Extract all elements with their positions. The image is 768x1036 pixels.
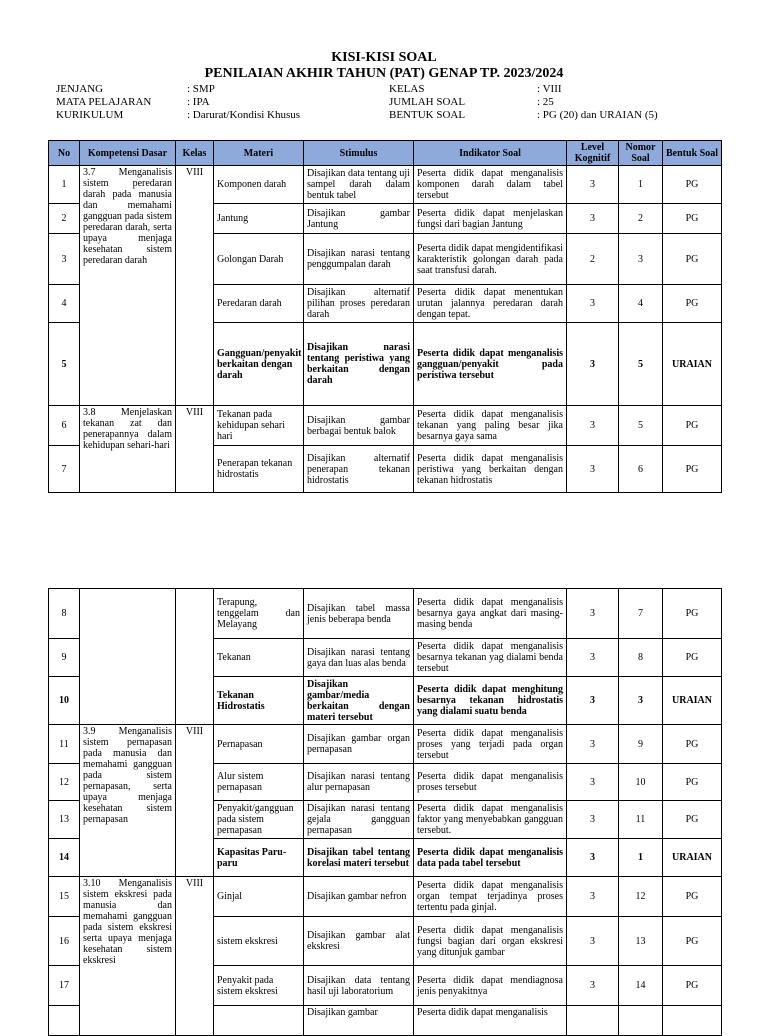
materi: Gangguan/penyakit berkaitan dengan darah — [214, 323, 304, 406]
meta-value: : VIII — [537, 83, 562, 95]
nomor-soal: 7 — [619, 589, 663, 639]
indikator: Peserta didik dapat menganalisis faktor yang menyebabkan gangguan tersebut. — [414, 801, 567, 839]
level-kognitif: 3 — [567, 917, 619, 966]
stimulus: Disajikan gambar berbagai bentuk balok — [304, 406, 414, 446]
row-number: 8 — [49, 589, 80, 639]
stimulus: Disajikan gambar organ pernapasan — [304, 725, 414, 764]
bentuk-soal: URAIAN — [663, 839, 722, 877]
bentuk-soal: PG — [663, 234, 722, 285]
column-header: Bentuk Soal — [663, 141, 722, 166]
bentuk-soal: PG — [663, 764, 722, 801]
stimulus: Disajikan gambar — [304, 1006, 414, 1036]
table-row — [49, 725, 722, 764]
column-header: Nomor Soal — [619, 141, 663, 166]
materi: Tekanan — [214, 639, 304, 677]
indikator: Peserta didik dapat menganalisis gangguan/penyakit pada peristiwa tersebut — [414, 323, 567, 406]
kompetensi-dasar: 3.10 Menganalisis sistem ekskresi pada manusia dan memahami gangguan pada sistem ekskresi serta upaya menjaga kesehatan sistem ekskresi — [80, 877, 176, 1036]
column-header: Kelas — [176, 141, 214, 166]
level-kognitif: 3 — [567, 677, 619, 725]
materi: Peredaran darah — [214, 285, 304, 323]
level-kognitif: 2 — [567, 234, 619, 285]
meta-value: : Darurat/Kondisi Khusus — [187, 109, 301, 121]
stimulus: Disajikan narasi tentang peristiwa yang berkaitan dengan darah — [304, 323, 414, 406]
materi: Penyakit/gangguan pada sistem pernapasan — [214, 801, 304, 839]
document-subtitle: PENILAIAN AKHIR TAHUN (PAT) GENAP TP. 2023/2024 — [204, 66, 564, 81]
materi: Alur sistem pernapasan — [214, 764, 304, 801]
level-kognitif: 3 — [567, 801, 619, 839]
nomor-soal: 12 — [619, 877, 663, 917]
stimulus: Disajikan tabel tentang korelasi materi tersebut — [304, 839, 414, 877]
indikator: Peserta didik dapat menganalisis proses yang terjadi pada organ tersebut — [414, 725, 567, 764]
nomor-soal: 2 — [619, 204, 663, 234]
level-kognitif: 3 — [567, 323, 619, 406]
meta-value: : IPA — [187, 96, 210, 108]
materi: Terapung, tenggelam dan Melayang — [214, 589, 304, 639]
indikator: Peserta didik dapat menganalisis — [414, 1006, 567, 1036]
table-row — [49, 877, 722, 917]
nomor-soal: 13 — [619, 917, 663, 966]
row-number: 16 — [49, 917, 80, 966]
indikator: Peserta didik dapat menganalisis besarnya gaya angkat dari masing-masing benda — [414, 589, 567, 639]
bentuk-soal: URAIAN — [663, 323, 722, 406]
row-number: 4 — [49, 285, 80, 323]
meta-value: : SMP — [187, 83, 215, 95]
indikator: Peserta didik dapat menganalisis tekanan yang paling besar jika besarnya gaya sama — [414, 406, 567, 446]
level-kognitif: 3 — [567, 166, 619, 204]
stimulus: Disajikan data tentang uji sampel darah dalam bentuk tabel — [304, 166, 414, 204]
level-kognitif: 3 — [567, 204, 619, 234]
indikator: Peserta didik dapat menganalisis fungsi bagian dari organ ekskresi yang ditunjuk gambar — [414, 917, 567, 966]
meta-label: KURIKULUM — [56, 109, 124, 121]
kelas: VIII — [176, 877, 214, 1036]
kisi-kisi-table-part2 — [48, 588, 722, 1036]
bentuk-soal: PG — [663, 877, 722, 917]
level-kognitif: 3 — [567, 285, 619, 323]
bentuk-soal: PG — [663, 204, 722, 234]
stimulus: Disajikan gambar Jantung — [304, 204, 414, 234]
indikator: Peserta didik dapat menganalisis organ tempat terjadinya proses tertentu pada ginjal. — [414, 877, 567, 917]
table-row — [49, 166, 722, 204]
row-number — [49, 1006, 80, 1036]
row-number: 9 — [49, 639, 80, 677]
bentuk-soal: PG — [663, 639, 722, 677]
nomor-soal: 3 — [619, 677, 663, 725]
level-kognitif: 3 — [567, 764, 619, 801]
row-number: 7 — [49, 446, 80, 493]
kompetensi-dasar: 3.7 Menganalisis sistem peredaran darah pada manusia dan memahami gangguan pada sistem peredaran darah, serta upaya menjaga kesehatan sistem peredaran darah — [80, 166, 176, 406]
bentuk-soal: PG — [663, 966, 722, 1006]
nomor-soal: 9 — [619, 725, 663, 764]
stimulus: Disajikan narasi tentang gaya dan luas alas benda — [304, 639, 414, 677]
bentuk-soal: PG — [663, 406, 722, 446]
stimulus: Disajikan gambar nefron — [304, 877, 414, 917]
indikator: Peserta didik dapat menganalisis data pada tabel tersebut — [414, 839, 567, 877]
row-number: 2 — [49, 204, 80, 234]
nomor-soal: 4 — [619, 285, 663, 323]
row-number: 6 — [49, 406, 80, 446]
stimulus: Disajikan data tentang hasil uji laboratorium — [304, 966, 414, 1006]
materi: Pernapasan — [214, 725, 304, 764]
materi: Penyakit pada sistem ekskresi — [214, 966, 304, 1006]
meta-value: : 25 — [537, 96, 554, 108]
indikator: Peserta didik dapat menganalisis besarnya tekanan yag dialami benda tersebut — [414, 639, 567, 677]
bentuk-soal: PG — [663, 725, 722, 764]
column-header: Indikator Soal — [414, 141, 567, 166]
nomor-soal: 5 — [619, 406, 663, 446]
indikator: Peserta didik dapat menentukan urutan jalannya peredaran darah dengan tepat. — [414, 285, 567, 323]
meta-label: BENTUK SOAL — [389, 109, 466, 121]
materi: Jantung — [214, 204, 304, 234]
column-header: No — [49, 141, 80, 166]
nomor-soal: 5 — [619, 323, 663, 406]
indikator: Peserta didik dapat menganalisis komponen darah dalam tabel tersebut — [414, 166, 567, 204]
materi: Ginjal — [214, 877, 304, 917]
nomor-soal: 6 — [619, 446, 663, 493]
nomor-soal: 1 — [619, 166, 663, 204]
materi: Golongan Darah — [214, 234, 304, 285]
level-kognitif: 3 — [567, 839, 619, 877]
row-number: 10 — [49, 677, 80, 725]
meta-label: JENJANG — [56, 83, 104, 95]
indikator: Peserta didik dapat menganalisis proses tersebut — [414, 764, 567, 801]
stimulus: Disajikan gambar/media berkaitan dengan materi tersebut — [304, 677, 414, 725]
row-number: 1 — [49, 166, 80, 204]
level-kognitif: 3 — [567, 406, 619, 446]
kisi-kisi-table-part1 — [48, 140, 722, 493]
kompetensi-dasar-continued — [80, 589, 176, 725]
meta-label: JUMLAH SOAL — [389, 96, 466, 108]
meta-label: KELAS — [389, 83, 425, 95]
row-number: 3 — [49, 234, 80, 285]
level-kognitif: 3 — [567, 966, 619, 1006]
bentuk-soal: PG — [663, 589, 722, 639]
level-kognitif: 3 — [567, 725, 619, 764]
indikator: Peserta didik dapat mendiagnosa jenis penyakitnya — [414, 966, 567, 1006]
materi: Tekanan Hidrostatis — [214, 677, 304, 725]
indikator: Peserta didik dapat mengidentifikasi karakteristik golongan darah pada saat transfusi darah. — [414, 234, 567, 285]
level-kognitif: 3 — [567, 639, 619, 677]
stimulus: Disajikan alternatif pilihan proses peredaran darah — [304, 285, 414, 323]
kompetensi-dasar: 3.8 Menjelaskan tekanan zat dan penerapannya dalam kehidupan sehari-hari — [80, 406, 176, 493]
bentuk-soal — [663, 1006, 722, 1036]
bentuk-soal: PG — [663, 285, 722, 323]
bentuk-soal: PG — [663, 917, 722, 966]
level-kognitif: 3 — [567, 446, 619, 493]
row-number: 11 — [49, 725, 80, 764]
stimulus: Disajikan gambar alat ekskresi — [304, 917, 414, 966]
level-kognitif: 3 — [567, 589, 619, 639]
table-row — [49, 406, 722, 446]
stimulus: Disajikan narasi tentang penggumpalan darah — [304, 234, 414, 285]
bentuk-soal: URAIAN — [663, 677, 722, 725]
column-header: Level Kognitif — [567, 141, 619, 166]
column-header: Materi — [214, 141, 304, 166]
table-row — [49, 589, 722, 639]
stimulus: Disajikan alternatif penerapan tekanan hidrostatis — [304, 446, 414, 493]
table-header-row — [49, 141, 722, 166]
materi — [214, 1006, 304, 1036]
nomor-soal: 14 — [619, 966, 663, 1006]
column-header: Kompetensi Dasar — [80, 141, 176, 166]
indikator: Peserta didik dapat menjelaskan fungsi dari bagian Jantung — [414, 204, 567, 234]
materi: Kapasitas Paru-paru — [214, 839, 304, 877]
row-number: 17 — [49, 966, 80, 1006]
meta-value: : PG (20) dan URAIAN (5) — [537, 109, 658, 121]
bentuk-soal: PG — [663, 801, 722, 839]
row-number: 14 — [49, 839, 80, 877]
row-number: 15 — [49, 877, 80, 917]
kelas: VIII — [176, 406, 214, 493]
level-kognitif — [567, 1006, 619, 1036]
bentuk-soal: PG — [663, 166, 722, 204]
kelas: VIII — [176, 725, 214, 877]
stimulus: Disajikan narasi tentang gejala gangguan pernapasan — [304, 801, 414, 839]
bentuk-soal: PG — [663, 446, 722, 493]
stimulus: Disajikan tabel massa jenis beberapa benda — [304, 589, 414, 639]
row-number: 12 — [49, 764, 80, 801]
materi: Penerapan tekanan hidrostatis — [214, 446, 304, 493]
meta-label: MATA PELAJARAN — [56, 96, 152, 108]
materi: sistem ekskresi — [214, 917, 304, 966]
kompetensi-dasar: 3.9 Menganalisis sistem pernapasan pada manusia dan memahami gangguan pada sistem pernapasan, serta upaya menjaga kesehatan sistem pernapasan — [80, 725, 176, 877]
row-number: 5 — [49, 323, 80, 406]
materi: Tekanan pada kehidupan sehari hari — [214, 406, 304, 446]
kelas: VIII — [176, 166, 214, 406]
kelas-continued — [176, 589, 214, 725]
indikator: Peserta didik dapat menganalisis peristiwa yang berkaitan dengan tekanan hidrostatis — [414, 446, 567, 493]
nomor-soal: 10 — [619, 764, 663, 801]
nomor-soal: 3 — [619, 234, 663, 285]
stimulus: Disajikan narasi tentang alur pernapasan — [304, 764, 414, 801]
nomor-soal: 11 — [619, 801, 663, 839]
row-number: 13 — [49, 801, 80, 839]
level-kognitif: 3 — [567, 877, 619, 917]
indikator: Peserta didik dapat menghitung besarnya tekanan hidrostatis yang dialami suatu benda — [414, 677, 567, 725]
document-title: KISI-KISI SOAL — [331, 50, 437, 65]
column-header: Stimulus — [304, 141, 414, 166]
nomor-soal — [619, 1006, 663, 1036]
nomor-soal: 1 — [619, 839, 663, 877]
materi: Komponen darah — [214, 166, 304, 204]
nomor-soal: 8 — [619, 639, 663, 677]
